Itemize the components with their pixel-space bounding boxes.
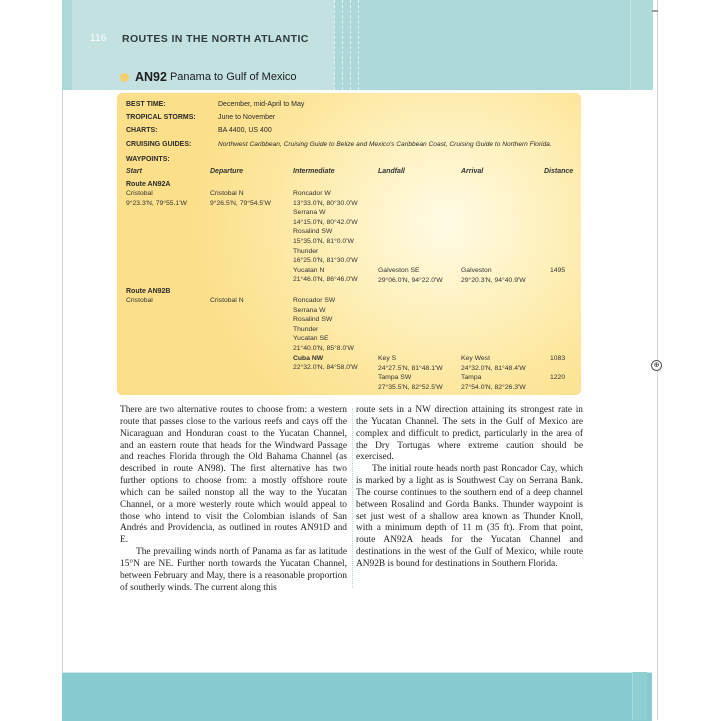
route-a-distance: 1495: [550, 267, 566, 274]
route-title: [120, 70, 297, 84]
paragraph: route sets in a NW direction attaining its strongest rate in the Yucatan Channel. The sets in the Gulf of Mexico are complex and difficult to predict, particularly in the area of the Dry Tortugas where extreme caution should be exercised.: [356, 405, 583, 463]
waypoint-coords: 24°27.5'N, 81°48.1'W: [378, 364, 443, 372]
waypoint-coords: 13°33.0'N, 80°30.0'W: [293, 199, 358, 207]
waypoint-name: Key West: [461, 355, 490, 362]
page-crosshair-icon: ⊕: [651, 360, 662, 371]
route-a-landfall: [378, 266, 443, 285]
route-a-departure: [210, 189, 271, 208]
waypoint-name: Thunder: [293, 247, 319, 255]
waypoint-coords: 29°20.3'N, 94°40.9'W: [461, 276, 526, 284]
waypoint-coords: 16°25.0'N, 81°30.0'W: [293, 257, 358, 265]
waypoint-name: Yucatan N: [293, 266, 325, 274]
waypoint-name: Galveston: [461, 267, 492, 274]
waypoint-name: Roncador W: [293, 190, 331, 197]
waypoint-name: Serrana W: [293, 209, 326, 217]
footer-band: [62, 672, 652, 721]
footer-right-strip: [632, 672, 647, 720]
waypoint-name: Key S: [378, 355, 397, 362]
waypoint-coords: 21°46.0'N, 86°46.0'W: [293, 276, 358, 284]
column-divider: [352, 408, 354, 588]
best-time-label: BEST TIME:: [126, 101, 166, 108]
best-time-value: December, mid-April to May: [218, 101, 305, 108]
route-b-landfall-1: [378, 354, 443, 392]
route-b-intermediate: [293, 296, 358, 373]
route-b-arrival: [461, 354, 526, 392]
page-left-edge: [62, 0, 63, 720]
route-a-start: [126, 189, 187, 208]
waypoint-coords: 22°32.0'N, 84°58.0'W: [293, 364, 358, 372]
route-a-arrival: [461, 266, 526, 285]
cruising-guides-value: Northwest Caribbean, Cruising Guide to Belize and Mexico's Caribbean Coast, Cruising Guide to Northern Florida.: [218, 141, 552, 148]
column-distance: Distance: [544, 168, 574, 175]
waypoint-name: Rosalind SW: [293, 316, 333, 324]
paragraph: The initial route heads north past Roncador Cay, which is marked by a light as is Southwest Cay on Serrana Bank. The course continues to the southern end of a deep channel between Rosalind and Gorda Banks. Thunder waypoint is set just west of a shallow area known as Thunder Knoll, with a minimum depth of 11 m (35 ft). From that point, route AN92A heads for the Yucatan Channel and destinations in the west of the Gulf of Mexico, while route AN92B is bound for destinations in Southern Florida.: [356, 464, 583, 569]
body-column-left: [120, 405, 347, 595]
waypoint-name: Cristobal N: [210, 190, 244, 197]
charts-value: BA 4400, US 400: [218, 127, 272, 134]
tropical-storms-value: June to November: [218, 114, 276, 121]
waypoint-coords: 9°23.3'N, 79°55.1'W: [126, 199, 187, 207]
waypoint-coords: 15°35.0'N, 81°0.0'W: [293, 237, 354, 245]
waypoint-coords: 24°32.0'N, 81°48.4'W: [461, 364, 526, 372]
waypoint-name: Cristobal N: [210, 297, 244, 304]
route-info-box: [117, 93, 581, 395]
waypoint-name: Thunder: [293, 325, 319, 333]
tropical-storms-label: TROPICAL STORMS:: [126, 114, 196, 121]
scroll-indicator: [652, 10, 658, 12]
waypoint-name: Tampa SW: [378, 374, 412, 382]
waypoint-name: Tampa: [461, 374, 482, 382]
waypoint-coords: 27°54.0'N, 82°26.3'W: [461, 383, 526, 391]
paragraph: The prevailing winds north of Panama as far as latitude 15°N are NE. Further north towards the Yucatan Channel, between February and May, there is a reasonable proportion of southerly winds. The current along this: [120, 547, 347, 593]
route-b-departure: [210, 296, 244, 306]
waypoint-name: Rosalind SW: [293, 228, 333, 236]
waypoint-coords: 27°35.5'N, 82°52.5'W: [378, 383, 443, 391]
header-right-strip: [630, 0, 653, 90]
waypoint-name: Yucatan SE: [293, 335, 329, 343]
route-b-distance-2: 1220: [550, 374, 566, 381]
waypoint-name: Roncador SW: [293, 297, 336, 304]
waypoint-name: Cuba NW: [293, 354, 324, 362]
cruising-guides-label: CRUISING GUIDES:: [126, 141, 192, 148]
waypoint-coords: 29°06.0'N, 94°22.0'W: [378, 276, 443, 284]
column-arrival: Arrival: [461, 168, 484, 175]
route-name: Panama to Gulf of Mexico: [169, 71, 297, 83]
waypoint-name: Serrana W: [293, 306, 326, 314]
waypoints-label: WAYPOINTS:: [126, 156, 170, 163]
header-decorative-lines: [334, 0, 370, 90]
route-b-distance-1: 1083: [550, 355, 566, 362]
waypoint-name: Cristobal: [126, 297, 153, 304]
body-column-right: [356, 405, 583, 571]
paragraph: There are two alternative routes to choose from: a western route that passes close to the various reefs and cays off the Nicaraguan and Honduran coast to the Yucatan Channel, and an eastern route that heads for the Windward Passage and reaches Florida through the Old Bahama Channel (as described in route AN98). The first alternative has two further options to choose from: a mostly offshore route which can be sailed nonstop all the way to the Yucatan Channel, or a more westerly route which would appeal to those who intend to visit the Colombian islands of San Andrés and Providencia, as outlined in routes AN91D and E.: [120, 405, 347, 546]
waypoint-name: Cristobal: [126, 190, 153, 197]
column-departure: Departure: [210, 168, 244, 175]
column-landfall: Landfall: [378, 168, 405, 175]
route-a-intermediate: [293, 189, 358, 285]
charts-label: CHARTS:: [126, 127, 158, 134]
waypoint-coords: 21°40.0'N, 85°8.0'W: [293, 344, 354, 352]
route-a-label: Route AN92A: [126, 181, 171, 188]
bullet-dot-icon: [120, 73, 129, 82]
waypoint-coords: 14°15.0'N, 80°42.0'W: [293, 218, 358, 226]
page-number: 116: [90, 33, 107, 44]
route-code: AN92: [135, 70, 167, 84]
column-start: Start: [126, 168, 142, 175]
waypoint-coords: 9°26.5'N, 79°54.5'W: [210, 199, 271, 207]
route-b-label: Route AN92B: [126, 288, 171, 295]
running-head: ROUTES IN THE NORTH ATLANTIC: [122, 33, 309, 45]
column-intermediate: Intermediate: [293, 168, 335, 175]
waypoint-name: Galveston SE: [378, 267, 420, 274]
route-b-start: [126, 296, 153, 306]
